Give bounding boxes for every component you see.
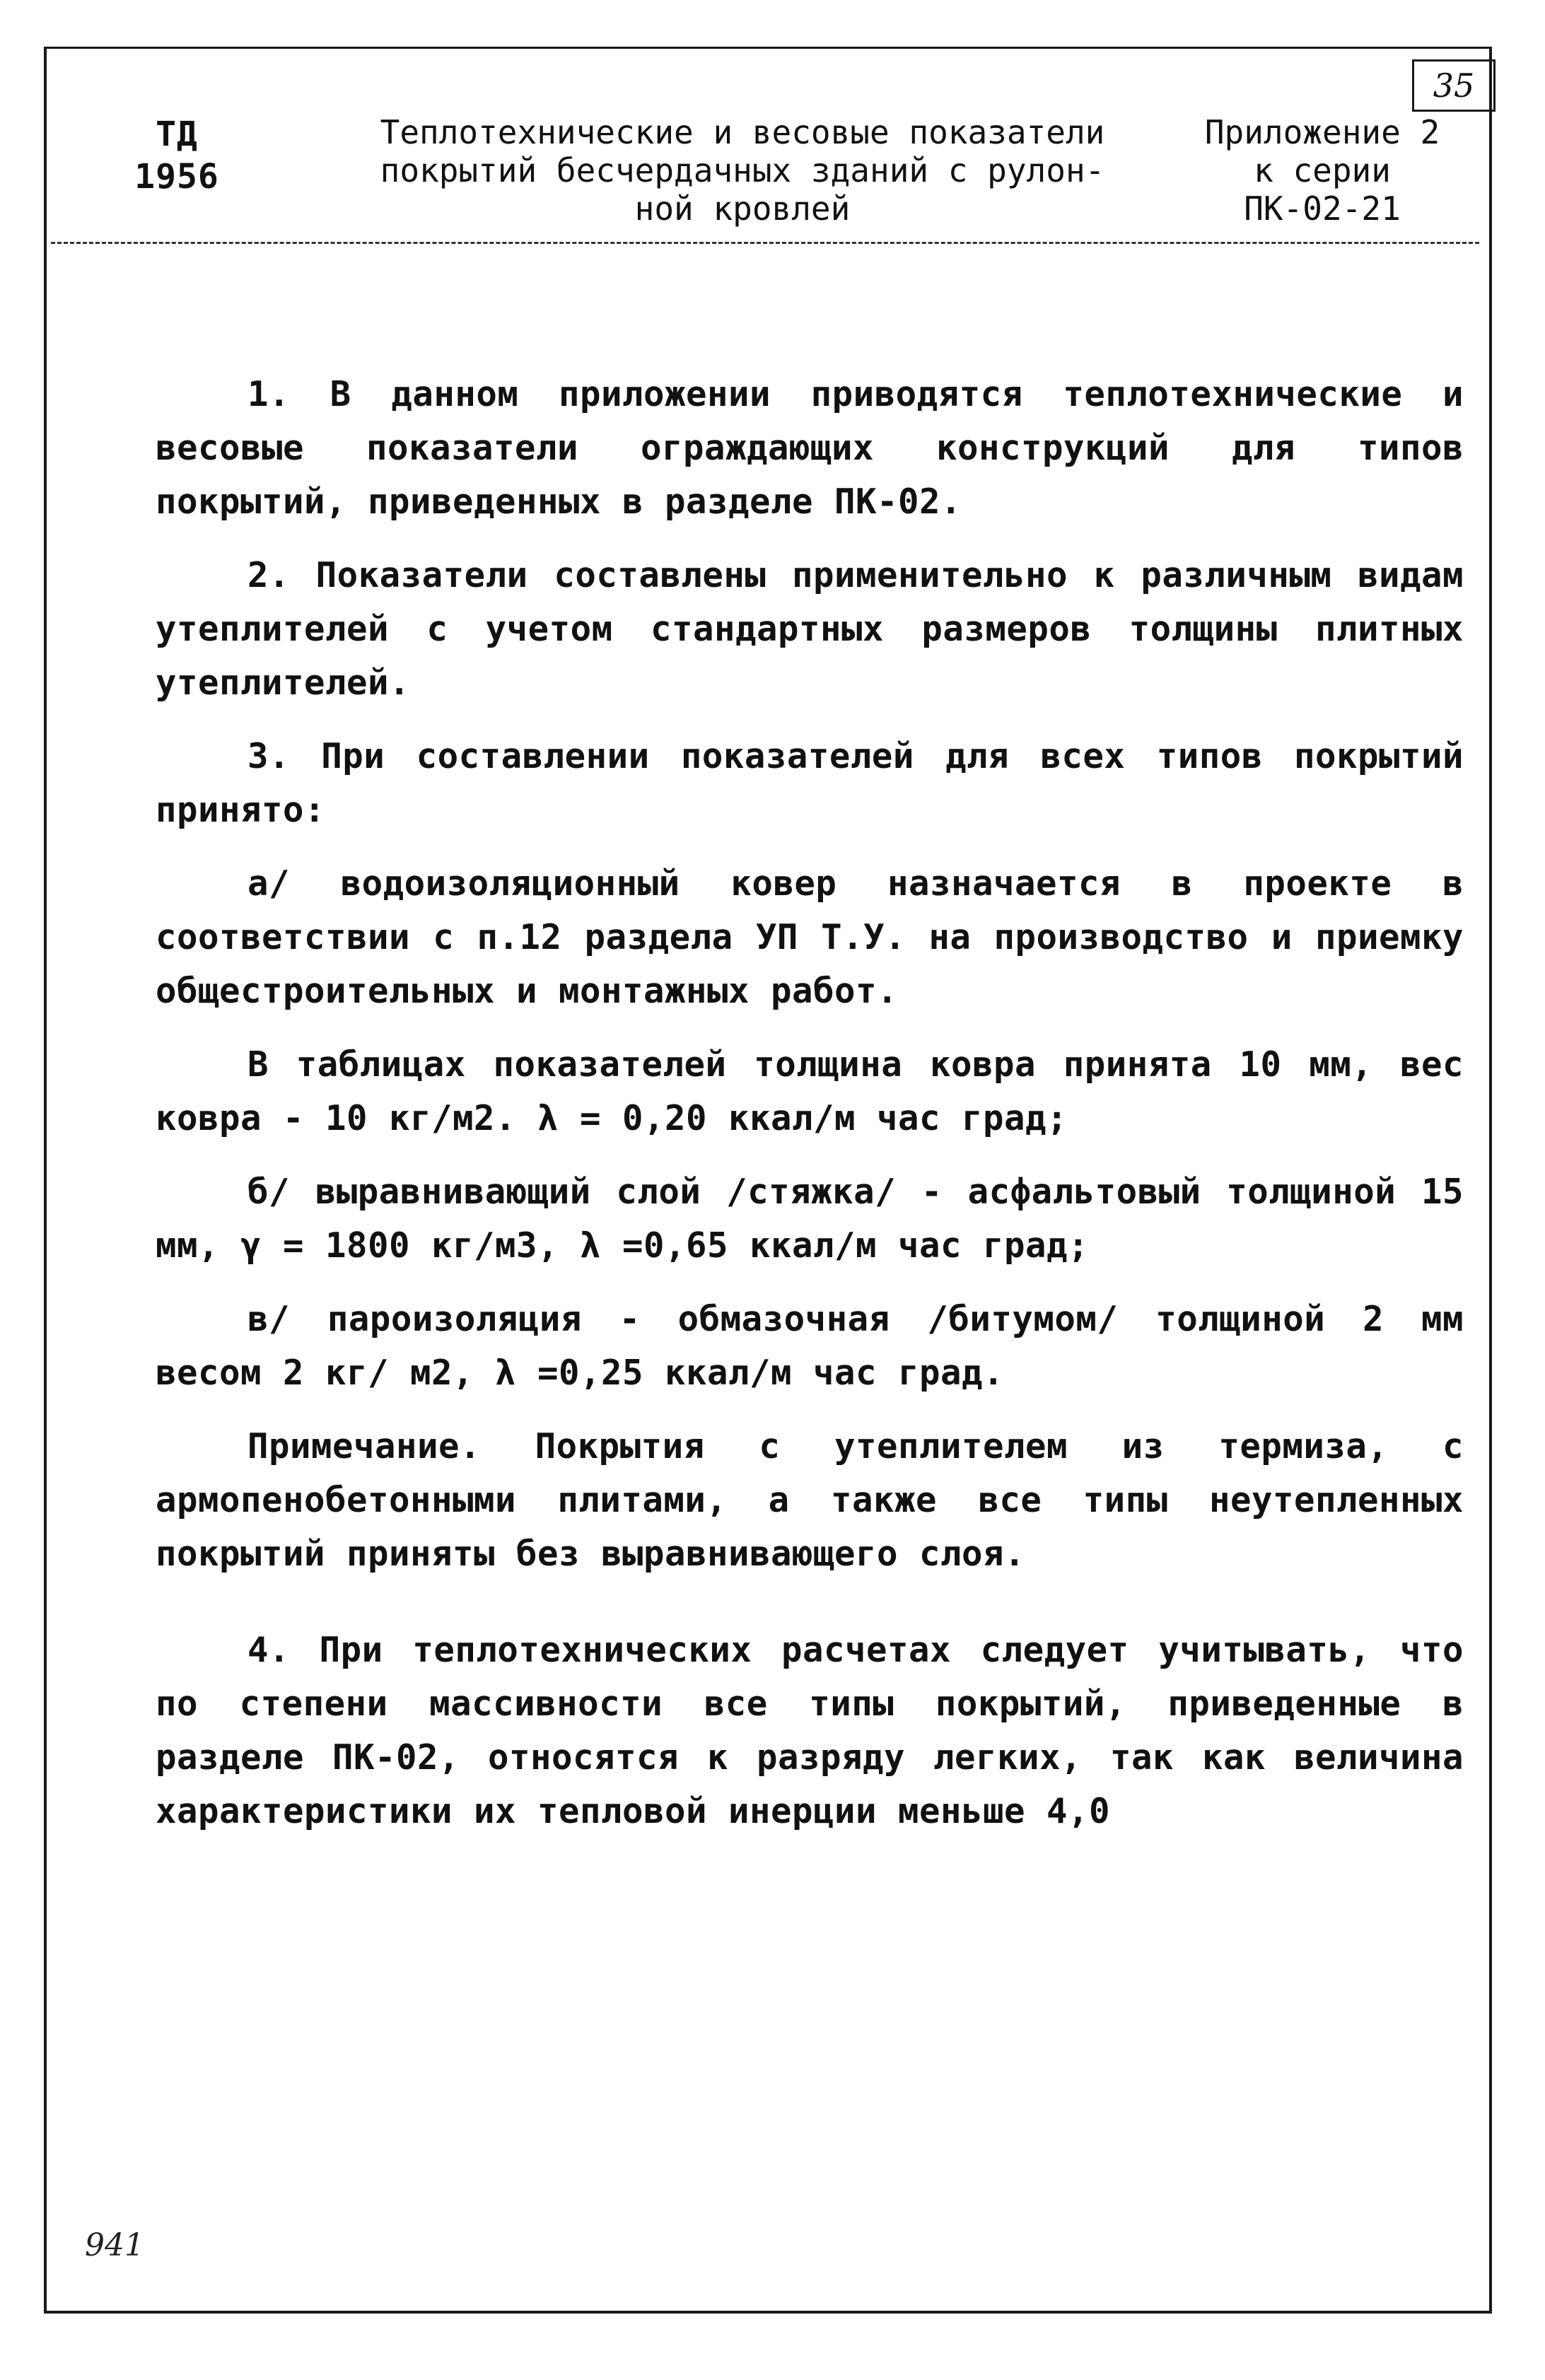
header-title [325,113,1160,228]
header-left-line2: 1956 [134,157,219,197]
paragraph-3b: б/ выравнивающий слой /стяжка/ - асфальтовый толщиной 15 мм, γ = 1800 кг/м3, λ =0,65 ккал/м час град; [156,1172,1486,1266]
header-right-line3: ПК-02-21 [1244,189,1401,228]
header-left-line1: ТД [156,115,198,154]
header-series-code [113,113,240,198]
header-divider [51,242,1479,244]
paragraph-3c: в/ пароизоляция - обмазочная /битумом/ толщиной 2 мм весом 2 кг/ м2, λ =0,25 ккал/м час град. [156,1299,1486,1393]
header-title-line1: Теплотехнические и весовые показатели [380,113,1105,151]
header-title-line3: ной кровлей [634,189,851,228]
note-paragraph: Примечание. Покрытия с утеплителем из термиза, с армопенобетонными плитами, а также все типы неутепленных покрытий приняты без выравнивающего слоя. [156,1426,1486,1574]
document-body [156,368,1486,1858]
header-right-line1: Приложение 2 [1204,113,1440,151]
header-right-line2: к серии [1254,151,1391,189]
paragraph-3a: а/ водоизоляционный ковер назначается в проекте в соответствии с п.12 раздела УП Т.У. на производство и приемку общестроительных и монтажных работ. [156,863,1486,1011]
paragraph-4: 4. При теплотехнических расчетах следует учитывать, что по степени массивности все типы покрытий, приведенные в разделе ПК-02, относятся к разряду легких, так как величина характеристики их тепловой инерции меньше 4,0 [156,1630,1486,1831]
paragraph-3a-continued: В таблицах показателей толщина ковра принята 10 мм, вес ковра - 10 кг/м2. λ = 0,20 ккал/м час град; [156,1044,1486,1138]
page-number: 35 [1412,59,1496,112]
handwritten-number: 941 [85,2227,144,2263]
header-title-line2: покрытий бесчердачных зданий с рулон- [380,151,1105,189]
header-appendix [1167,113,1478,228]
paragraph-1: 1. В данном приложении приводятся теплотехнические и весовые показатели ограждающих конструкций для типов покрытий, приведенных в разделе ПК-02. [156,374,1486,522]
paragraph-2: 2. Показатели составлены применительно к различным видам утеплителей с учетом стандартных размеров толщины плитных утеплителей. [156,555,1486,703]
paragraph-3: 3. При составлении показателей для всех типов покрытий принято: [156,736,1486,830]
